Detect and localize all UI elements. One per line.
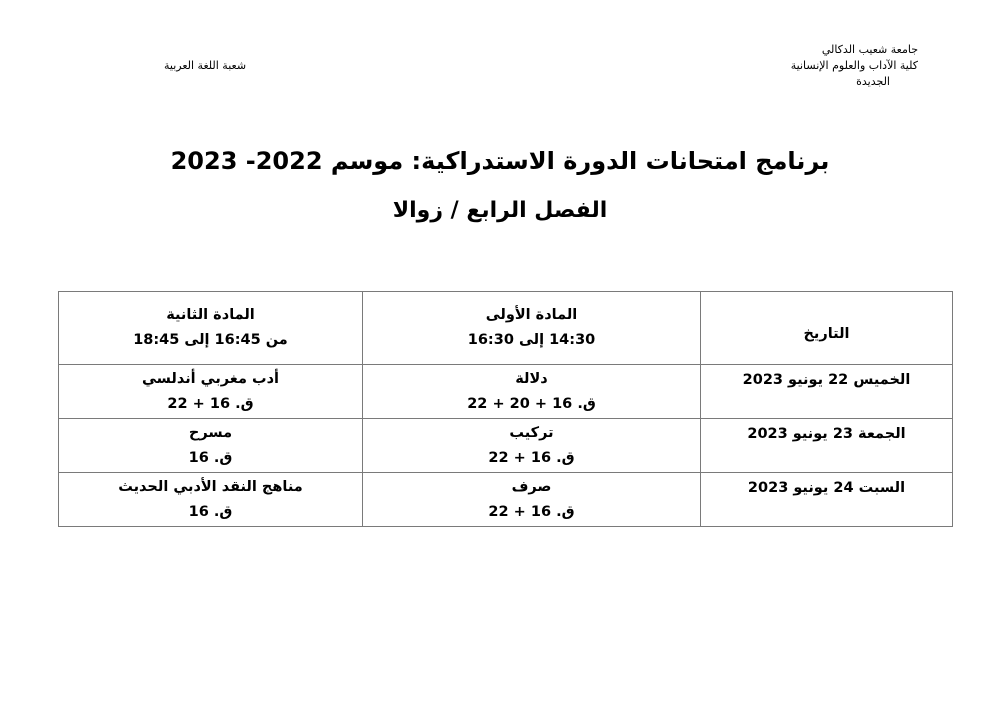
header-subject2-cell xyxy=(59,292,363,365)
exam-date: الجمعة 23 يونيو 2023 xyxy=(747,426,906,442)
header-date-label: التاريخ xyxy=(803,325,850,342)
subject-rooms: ق. 16 + 22 xyxy=(167,395,254,412)
institution-header xyxy=(678,42,918,90)
exam-date: السبت 24 يونيو 2023 xyxy=(747,480,906,496)
subject-rooms: ق. 16 xyxy=(188,449,233,466)
header-subject1-label: المادة الأولى xyxy=(485,307,578,323)
header-subject1-cell xyxy=(363,292,701,365)
subject-rooms: ق. 16 + 22 xyxy=(488,449,575,466)
table-row xyxy=(59,365,953,419)
header-subject1-time: 14:30 إلى 16:30 xyxy=(467,332,596,348)
subject2-cell xyxy=(59,473,363,527)
header-subject2-label: المادة الثانية xyxy=(166,307,255,323)
table-row xyxy=(59,473,953,527)
subject-name: أدب مغربي أندلسي xyxy=(141,370,280,387)
subject-rooms: ق. 16 + 22 xyxy=(488,503,575,520)
subject1-cell xyxy=(363,419,701,473)
table-header-row xyxy=(59,292,953,365)
subject2-cell xyxy=(59,419,363,473)
city-name: الجديدة xyxy=(856,75,890,88)
subject-name: مسرح xyxy=(188,424,233,441)
page-title: برنامج امتحانات الدورة الاستدراكية: موسم 2022- 2023 xyxy=(170,147,830,175)
header-subject2-time: من 16:45 إلى 18:45 xyxy=(133,332,288,348)
subject-name: تركيب xyxy=(509,424,554,441)
exam-date: الخميس 22 يونيو 2023 xyxy=(742,372,911,388)
subject-rooms: ق. 16 xyxy=(188,503,233,520)
faculty-name: كلية الآداب والعلوم الإنسانية xyxy=(790,59,918,72)
table-row xyxy=(59,419,953,473)
date-cell xyxy=(701,365,953,419)
subject2-cell xyxy=(59,365,363,419)
subject-name: مناهج النقد الأدبي الحديث xyxy=(118,478,303,495)
page-subtitle: الفصل الرابع / زوالا xyxy=(392,198,608,223)
department-name: شعبة اللغة العربية xyxy=(164,59,247,72)
date-cell xyxy=(701,473,953,527)
subject1-cell xyxy=(363,365,701,419)
exam-schedule-table xyxy=(58,291,953,527)
date-cell xyxy=(701,419,953,473)
subject1-cell xyxy=(363,473,701,527)
subject-name: دلالة xyxy=(515,370,548,387)
subject-name: صرف xyxy=(511,478,552,495)
subject-rooms: ق. 16 + 20 + 22 xyxy=(467,395,596,412)
university-name: جامعة شعيب الدكالي xyxy=(821,43,918,56)
header-date-cell xyxy=(701,292,953,365)
